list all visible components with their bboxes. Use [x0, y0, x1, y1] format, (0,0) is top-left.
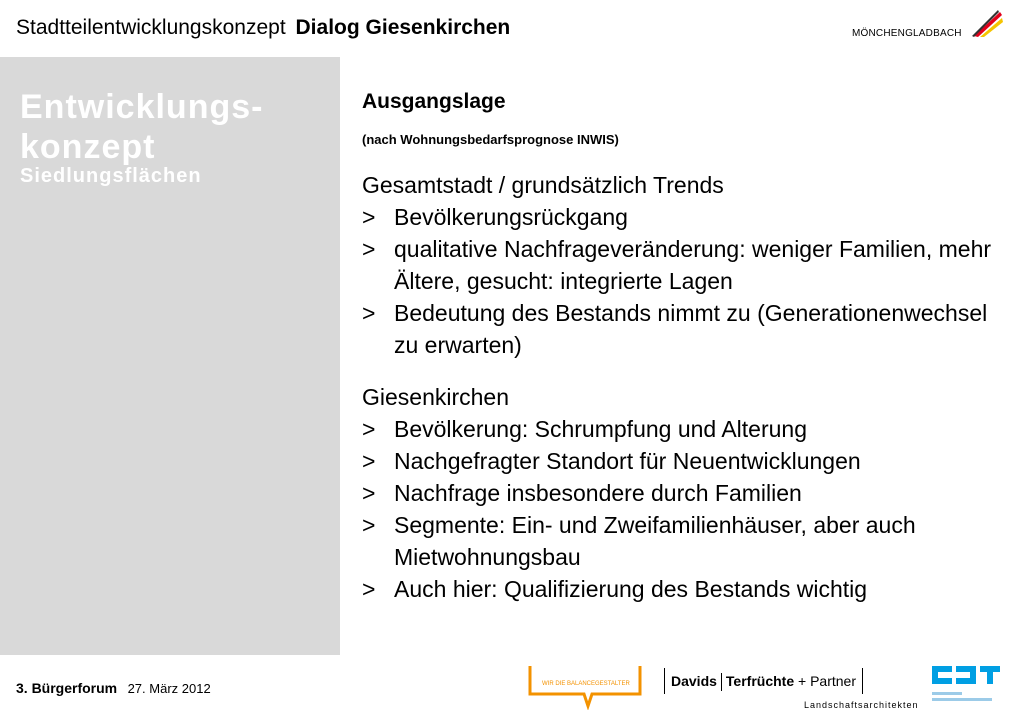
- bullet-list-giesenkirchen: [362, 413, 1012, 605]
- list-item-text: Segmente: Ein- und Zweifamilienhäuser, aber auch Mietwohnungsbau: [394, 512, 916, 570]
- list-item: [362, 445, 1012, 477]
- event-name: 3. Bürgerforum: [16, 680, 118, 696]
- list-item-text: Nachfrage insbesondere durch Familien: [394, 480, 802, 506]
- list-item: [362, 573, 1012, 605]
- davids-name: Davids: [671, 673, 717, 689]
- sidebar-subtitle: Siedlungsflächen: [20, 165, 202, 187]
- footer-event: [16, 680, 211, 698]
- list-item-text: Bevölkerungsrückgang: [394, 204, 628, 230]
- title-project: Stadtteilentwicklungskonzept: [16, 16, 286, 39]
- header: [0, 0, 1024, 56]
- bullet-marker: >: [362, 300, 376, 326]
- event-date: 27. März 2012: [127, 681, 211, 696]
- partner-logo-text: WIR DIE BALANCEGESTALTER: [542, 681, 630, 687]
- list-item: [362, 201, 1012, 233]
- sst-logo-icon: [932, 662, 1004, 710]
- logo-divider: [721, 673, 722, 691]
- bullet-list-gesamtstadt: [362, 201, 1012, 361]
- bullet-marker: >: [362, 236, 376, 262]
- list-item-text: Bevölkerung: Schrumpfung und Alterung: [394, 416, 807, 442]
- sidebar: [0, 57, 340, 655]
- flag-swoosh-icon: [972, 10, 1004, 38]
- city-logo: [852, 22, 1012, 46]
- speech-bubble-logo-icon: [528, 664, 646, 710]
- list-item: [362, 297, 1012, 361]
- list-item: [362, 413, 1012, 445]
- partner-suffix: + Partner: [798, 673, 856, 689]
- davids-terfruechte-logo: [664, 664, 919, 710]
- terfruechte-name: Terfrüchte: [725, 673, 795, 689]
- list-item: [362, 477, 1012, 509]
- list-item: [362, 509, 1012, 573]
- content-heading: Ausgangslage: [362, 90, 506, 113]
- bullet-marker: >: [362, 448, 376, 474]
- landscape-architects-text: Landschaftsarchitekten: [804, 700, 919, 710]
- list-item: [362, 233, 1012, 297]
- bullet-marker: >: [362, 576, 376, 602]
- page-title: [16, 16, 510, 40]
- bullet-marker: >: [362, 416, 376, 442]
- city-logo-text: MÖNCHENGLADBACH: [852, 28, 962, 39]
- title-dialog: Dialog Giesenkirchen: [295, 16, 511, 39]
- main-content: [362, 90, 1012, 605]
- list-item-text: Nachgefragter Standort für Neuentwicklungen: [394, 448, 861, 474]
- davids-terfruechte-wordmark: [664, 668, 863, 694]
- section-title-gesamtstadt: Gesamtstadt / grundsätzlich Trends: [362, 172, 724, 198]
- section-title-giesenkirchen: Giesenkirchen: [362, 384, 510, 410]
- list-item-text: Auch hier: Qualifizierung des Bestands wichtig: [394, 576, 868, 602]
- list-item-text: qualitative Nachfrageveränderung: weniger Familien, mehr Ältere, gesucht: integrierte Lagen: [394, 236, 992, 294]
- sidebar-title: Entwicklungs- konzept: [20, 88, 264, 166]
- bullet-marker: >: [362, 480, 376, 506]
- content-note: (nach Wohnungsbedarfsprognose INWIS): [362, 132, 619, 147]
- bullet-marker: >: [362, 512, 376, 538]
- list-item-text: Bedeutung des Bestands nimmt zu (Generationenwechsel zu erwarten): [394, 300, 988, 358]
- bullet-marker: >: [362, 204, 376, 230]
